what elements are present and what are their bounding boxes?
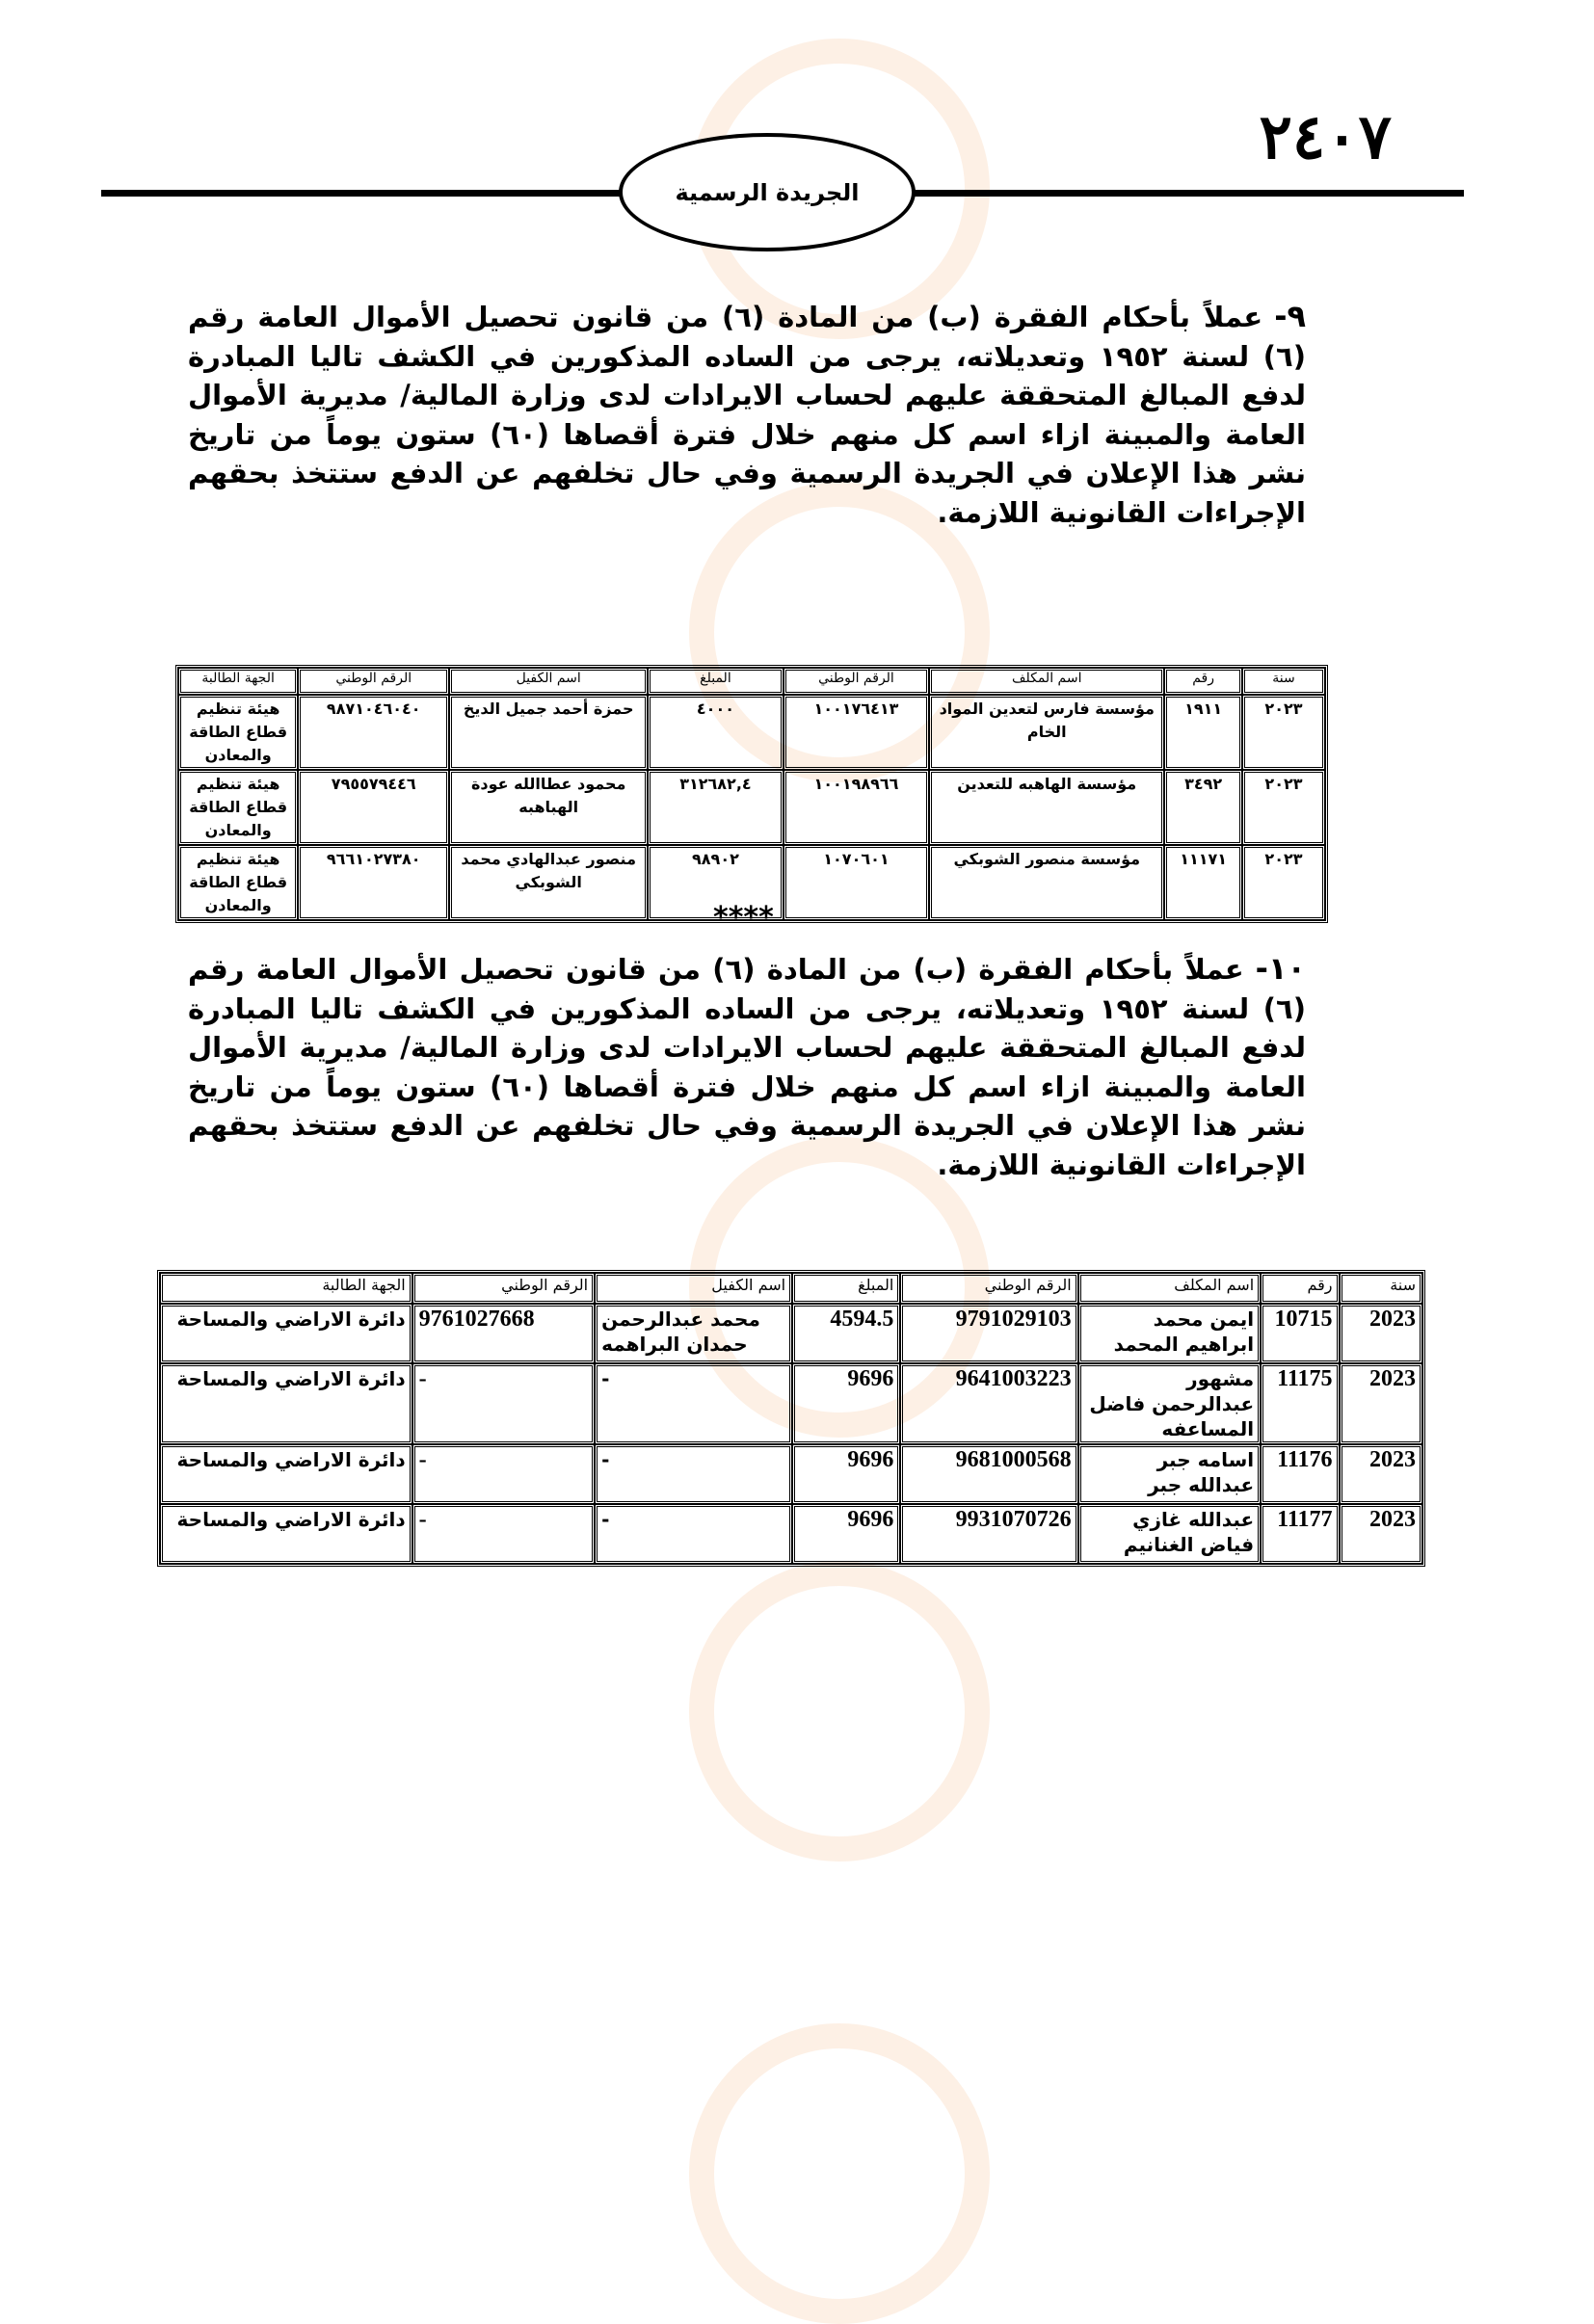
column-header: المبلغ: [648, 668, 784, 695]
table-cell: 2023: [1340, 1304, 1423, 1363]
column-header: سنة: [1242, 668, 1325, 695]
table-cell: 9696: [792, 1504, 900, 1564]
table-cell: ١٠٠١٩٨٩٦٦: [784, 770, 929, 845]
column-header: اسم الكفيل: [449, 668, 648, 695]
table-cell: دائرة الاراضي والمساحة: [160, 1444, 412, 1504]
table-cell: ٢٠٢٣: [1242, 770, 1325, 845]
table-cell: ٩٦٦١٠٢٧٣٨٠: [298, 845, 449, 920]
table-cell: دائرة الاراضي والمساحة: [160, 1304, 412, 1363]
table-cell: 2023: [1340, 1444, 1423, 1504]
table-cell: مؤسسة الهاهبه للتعدين: [929, 770, 1164, 845]
table-cell: 10715: [1261, 1304, 1339, 1363]
table-cell: مؤسسة منصور الشوبكي: [929, 845, 1164, 920]
table-cell: -: [412, 1444, 595, 1504]
table-cell: ٣١٢٦٨٢,٤: [648, 770, 784, 845]
section-number: ٩-: [1274, 298, 1306, 334]
table-cell: ٧٩٥٥٧٩٤٤٦: [298, 770, 449, 845]
table-cell: 2023: [1340, 1363, 1423, 1444]
table-row: [160, 1444, 1422, 1504]
table-row: [160, 1504, 1422, 1564]
table-cell: 11176: [1261, 1444, 1339, 1504]
table-cell: 9681000568: [900, 1444, 1077, 1504]
table-section-9: [175, 665, 1328, 923]
table-cell: محمود عطاالله عودة الهباهبه: [449, 770, 648, 845]
table-cell: -: [595, 1504, 792, 1564]
watermark-clock: [689, 1561, 990, 1862]
table-cell: محمد عبدالرحمن حمدان البراهمه: [595, 1304, 792, 1363]
column-header: اسم الكفيل: [595, 1273, 792, 1304]
column-header: رقم: [1261, 1273, 1339, 1304]
column-header: الرقم الوطني: [412, 1273, 595, 1304]
table-cell: ٩٨٩٠٢: [648, 845, 784, 920]
table-cell: 2023: [1340, 1504, 1423, 1564]
table-cell: 11177: [1261, 1504, 1339, 1564]
table-cell: 9696: [792, 1444, 900, 1504]
watermark-clock: [689, 2023, 990, 2324]
table-cell: -: [412, 1504, 595, 1564]
table-cell: هيئة تنظيم قطاع الطاقة والمعادن: [178, 695, 298, 770]
table-cell: 9761027668: [412, 1304, 595, 1363]
table-cell: ١١١٧١: [1164, 845, 1242, 920]
table-cell: ٢٠٢٣: [1242, 695, 1325, 770]
table-cell: دائرة الاراضي والمساحة: [160, 1363, 412, 1444]
table-cell: عبدالله غازي فياض الغنانيم: [1078, 1504, 1261, 1564]
table-cell: مؤسسة فارس لتعدين المواد الخام: [929, 695, 1164, 770]
table-cell: 9931070726: [900, 1504, 1077, 1564]
table-cell: حمزة أحمد جميل الديخ: [449, 695, 648, 770]
section-text: عملاً بأحكام الفقرة (ب) من المادة (٦) من قانون تحصيل الأموال العامة رقم (٦) لسنة ١٩٥٢ وتعديلاته، يرجى من الساده المذكورين في الكشف تاليا المبادرة لدفع المبالغ المتحققة عليهم لحساب الايرادات لدى وزارة المالية/ مديرية الأموال العامة والمبينة ازاء اسم كل منهم خلال فترة أقصاها (٦٠) ستون يوماً من تاريخ نشر هذا الإعلان في الجريدة الرسمية وفي حال تخلفهم عن الدفع ستتخذ بحقهم الإجراءات القانونية اللازمة.: [188, 301, 1306, 529]
column-header: سنة: [1340, 1273, 1423, 1304]
column-header: المبلغ: [792, 1273, 900, 1304]
column-header: اسم المكلف: [929, 668, 1164, 695]
separator: ****: [713, 901, 774, 935]
table-row: [178, 770, 1325, 845]
table-cell: 4594.5: [792, 1304, 900, 1363]
header-title-text: الجريدة الرسمية: [675, 178, 860, 206]
column-header: الجهة الطالبة: [160, 1273, 412, 1304]
table-cell: اسامه جبر عبدالله جبر: [1078, 1444, 1261, 1504]
table-row: [160, 1304, 1422, 1363]
table-cell: ايمن محمد ابراهيم المحمد: [1078, 1304, 1261, 1363]
table-cell: هيئة تنظيم قطاع الطاقة والمعادن: [178, 845, 298, 920]
table-cell: -: [595, 1363, 792, 1444]
table-cell: ٤٠٠٠: [648, 695, 784, 770]
table-cell: 9641003223: [900, 1363, 1077, 1444]
table-section-10: [157, 1270, 1425, 1567]
table-cell: ١٩١١: [1164, 695, 1242, 770]
column-header: رقم: [1164, 668, 1242, 695]
column-header: اسم المكلف: [1078, 1273, 1261, 1304]
table-cell: 9696: [792, 1363, 900, 1444]
table-cell: دائرة الاراضي والمساحة: [160, 1504, 412, 1564]
column-header: الرقم الوطني: [900, 1273, 1077, 1304]
header-title: [619, 133, 916, 251]
table-cell: ٢٠٢٣: [1242, 845, 1325, 920]
table-cell: ١٠٠١٧٦٤١٣: [784, 695, 929, 770]
table-cell: منصور عبدالهادي محمد الشوبكي: [449, 845, 648, 920]
table-row: [160, 1363, 1422, 1444]
section-text: عملاً بأحكام الفقرة (ب) من المادة (٦) من قانون تحصيل الأموال العامة رقم (٦) لسنة ١٩٥٢ وتعديلاته، يرجى من الساده المذكورين في الكشف تاليا المبادرة لدفع المبالغ المتحققة عليهم لحساب الايرادات لدى وزارة المالية/ مديرية الأموال العامة والمبينة ازاء اسم كل منهم خلال فترة أقصاها (٦٠) ستون يوماً من تاريخ نشر هذا الإعلان في الجريدة الرسمية وفي حال تخلفهم عن الدفع ستتخذ بحقهم الإجراءات القانونية اللازمة.: [188, 953, 1306, 1181]
column-header: الجهة الطالبة: [178, 668, 298, 695]
table-cell: 9791029103: [900, 1304, 1077, 1363]
table-cell: هيئة تنظيم قطاع الطاقة والمعادن: [178, 770, 298, 845]
section-9-paragraph: [188, 297, 1306, 532]
table-cell: ٣٤٩٢: [1164, 770, 1242, 845]
table-cell: 11175: [1261, 1363, 1339, 1444]
table-cell: -: [595, 1444, 792, 1504]
page-number: ٢٤٠٧: [1259, 101, 1392, 173]
table-cell: مشهور عبدالرحمن فاضل المساعفه: [1078, 1363, 1261, 1444]
table-cell: ١٠٧٠٦٠١: [784, 845, 929, 920]
section-10-paragraph: [188, 949, 1306, 1184]
table-row: [178, 695, 1325, 770]
column-header: الرقم الوطني: [298, 668, 449, 695]
table-cell: -: [412, 1363, 595, 1444]
column-header: الرقم الوطني: [784, 668, 929, 695]
table-cell: ٩٨٧١٠٤٦٠٤٠: [298, 695, 449, 770]
section-number: ١٠-: [1255, 950, 1306, 987]
